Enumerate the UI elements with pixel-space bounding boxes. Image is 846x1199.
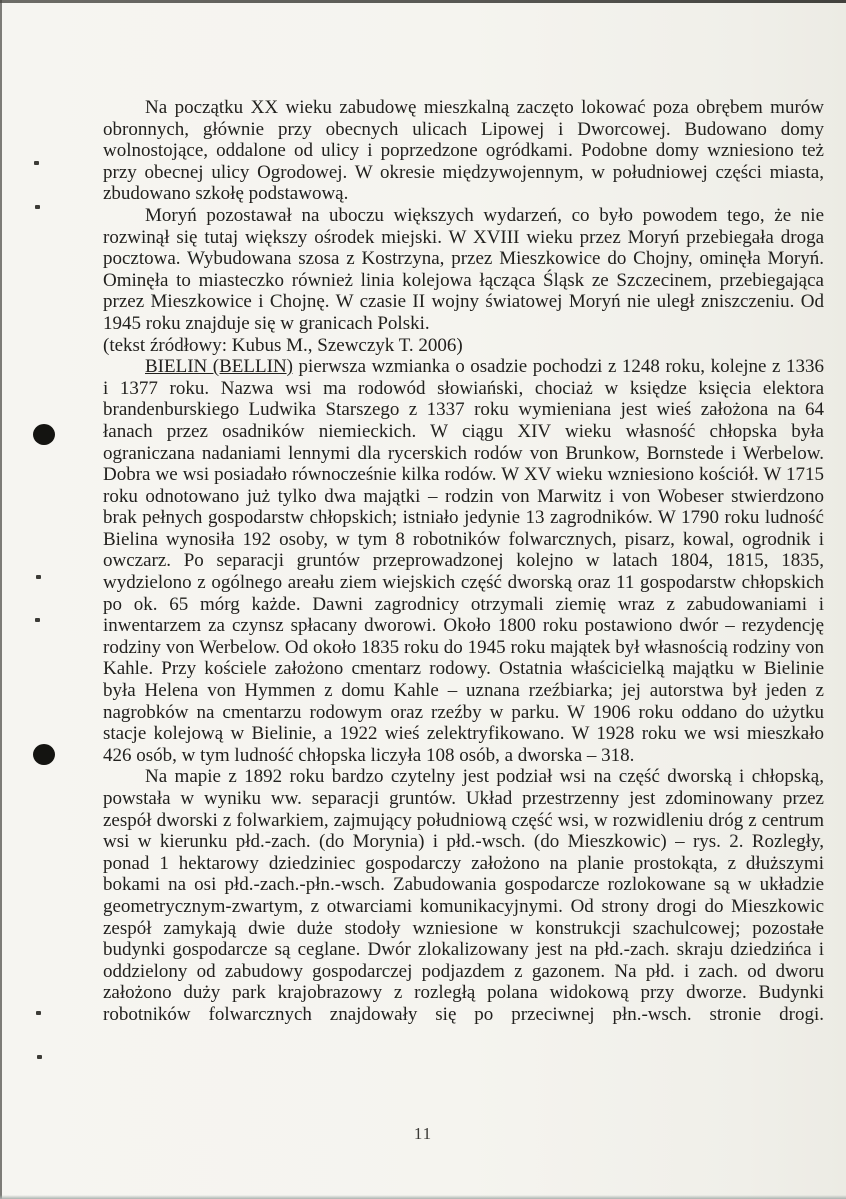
margin-mark xyxy=(35,205,40,209)
paragraph-bielin xyxy=(103,356,824,766)
margin-mark xyxy=(36,1011,41,1015)
margin-mark xyxy=(37,1055,42,1059)
source-note: (tekst źródłowy: Kubus M., Szewczyk T. 2006) xyxy=(103,334,463,356)
margin-mark xyxy=(34,161,39,165)
paragraph-moryn-urban-growth: Na początku XX wieku zabudowę mieszkalną zaczęto lokować poza obrębem murów obronnych, głównie przy obecnych ulicach Lipowej i Dworcowej. Budowano domy wolnostojące, oddalone od ulicy i poprzedzone ogródkami. Podobne domy wzniesiono też przy obecnej ulicy Ogrodowej. W okresie międzywojennym, w południowej części miasta, zbudowano szkołę podstawową. xyxy=(103,97,824,205)
margin-mark xyxy=(36,575,41,579)
bielin-heading: BIELIN (BELLIN) xyxy=(145,356,293,378)
bielin-body-text: pierwsza wzmianka o osadzie pochodzi z 1248 roku, kolejne z 1336 i 1377 roku. Nazwa wsi ma rodowód słowiański, chociaż w księdze księcia elektora brandenburskiego Ludwika Starszego z 1337 roku wymieniana jest wieś założona na 64 łanach przez osadników niemieckich. W ciągu XIV wieku własność chłopska była ograniczana nadaniami lennymi dla rycerskich rodów von Brunkow, Bornstede i Werbelow. Dobra we wsi posiadało równocześnie kilka rodów. W XV wieku wzniesiono kościół. W 1715 roku odnotowano już tylko dwa majątki – rodzin von Marwitz i von Wobeser stwierdzono brak pełnych gospodarstw chłopskich; istniało jedynie 13 zagrodników. W 1790 roku ludność Bielina wynosiła 192 osoby, w tym 8 robotników folwarcznych, pisarz, kowal, ogrodnik i owczarz. Po separacji gruntów przeprowadzonej kolejno w latach 1804, 1815, 1835, wydzielono z ogólnego areału ziem wiejskich część dworską oraz 11 gospodarstw chłopskich po ok. 65 mórg każde. Dawni zagrodnicy otrzymali ziemię wraz z zabudowaniami i inwentarzem za czynsz spłacany dworowi. Około 1800 roku postawiono dwór – rezydencję rodziny von Werbelow. Od około 1835 roku do 1945 roku majątek był własnością rodziny von Kahle. Przy kościele założono cmentarz rodowy. Ostatnia właścicielką majątku w Bielinie była Helena von Hymmen z domu Kahle – uznana rzeźbiarka; jej autorstwa był jeden z nagrobków na cmentarzu rodowym oraz rzeźby w parku. W 1906 roku oddano do użytku stacje kolejową w Bielinie, a 1922 wieś zelektryfikowano. W 1928 roku we wsi mieszkało 426 osób, w tym ludność chłopska liczyła 108 osób, a dworska – 318. xyxy=(103,356,824,766)
scan-edge-left xyxy=(0,0,2,1199)
binding-hole-bottom xyxy=(33,744,55,765)
margin-mark xyxy=(35,618,40,622)
paragraph-moryn-history: Moryń pozostawał na uboczu większych wydarzeń, co było powodem tego, że nie rozwinął się tutaj większy ośrodek miejski. W XVIII wieku przez Moryń przebiegała droga pocztowa. Wybudowana szosa z Kostrzyna, przez Mieszkowice do Chojny, ominęła Moryń. Ominęła to miasteczko również linia kolejowa łącząca Śląsk ze Szczecinem, przebiegająca przez Mieszkowice i Chojnę. W czasie II wojny światowej Moryń nie uległ zniszczeniu. Od 1945 roku znajduje się w granicach Polski. xyxy=(103,204,824,334)
paragraph-bielin-map-1892: Na mapie z 1892 roku bardzo czytelny jest podział wsi na część dworską i chłopską, powstała w wyniku ww. separacji gruntów. Układ przestrzenny jest zdominowany przez zespół dworski z folwarkiem, zajmujący południową część wsi, w rozwidleniu dróg z centrum wsi w kierunku płd.-zach. (do Morynia) i płd.-wsch. (do Mieszkowic) – rys. 2. Rozległy, ponad 1 hektarowy dziedziniec gospodarczy założono na planie prostokąta, z dłuższymi bokami na osi płd.-zach.-płn.-wsch. Zabudowania gospodarcze rozlokowane są w układzie geometrycznym-zwartym, z otwarciami komunikacyjnymi. Od strony drogi do Mieszkowic zespół zamykają dwie duże stodoły wzniesione w konstrukcji szachulcowej; pozostałe budynki gospodarcze są ceglane. Dwór zlokalizowany jest na płd.-zach. skraju dziedzińca i oddzielony od zabudowy gospodarczej podjazdem z gazonem. Na płd. i zach. od dworu założono duży park krajobrazowy z rozległą polana widokową przy dworze. Budynki robotników folwarcznych znajdowały się po przeciwnej płn.-wsch. stronie drogi. xyxy=(103,766,824,1025)
binding-hole-top xyxy=(33,424,55,445)
scan-edge-top xyxy=(0,0,846,3)
page-text xyxy=(103,97,824,1026)
page-number: 11 xyxy=(413,1124,433,1143)
scan-edge-bottom xyxy=(0,1195,846,1199)
